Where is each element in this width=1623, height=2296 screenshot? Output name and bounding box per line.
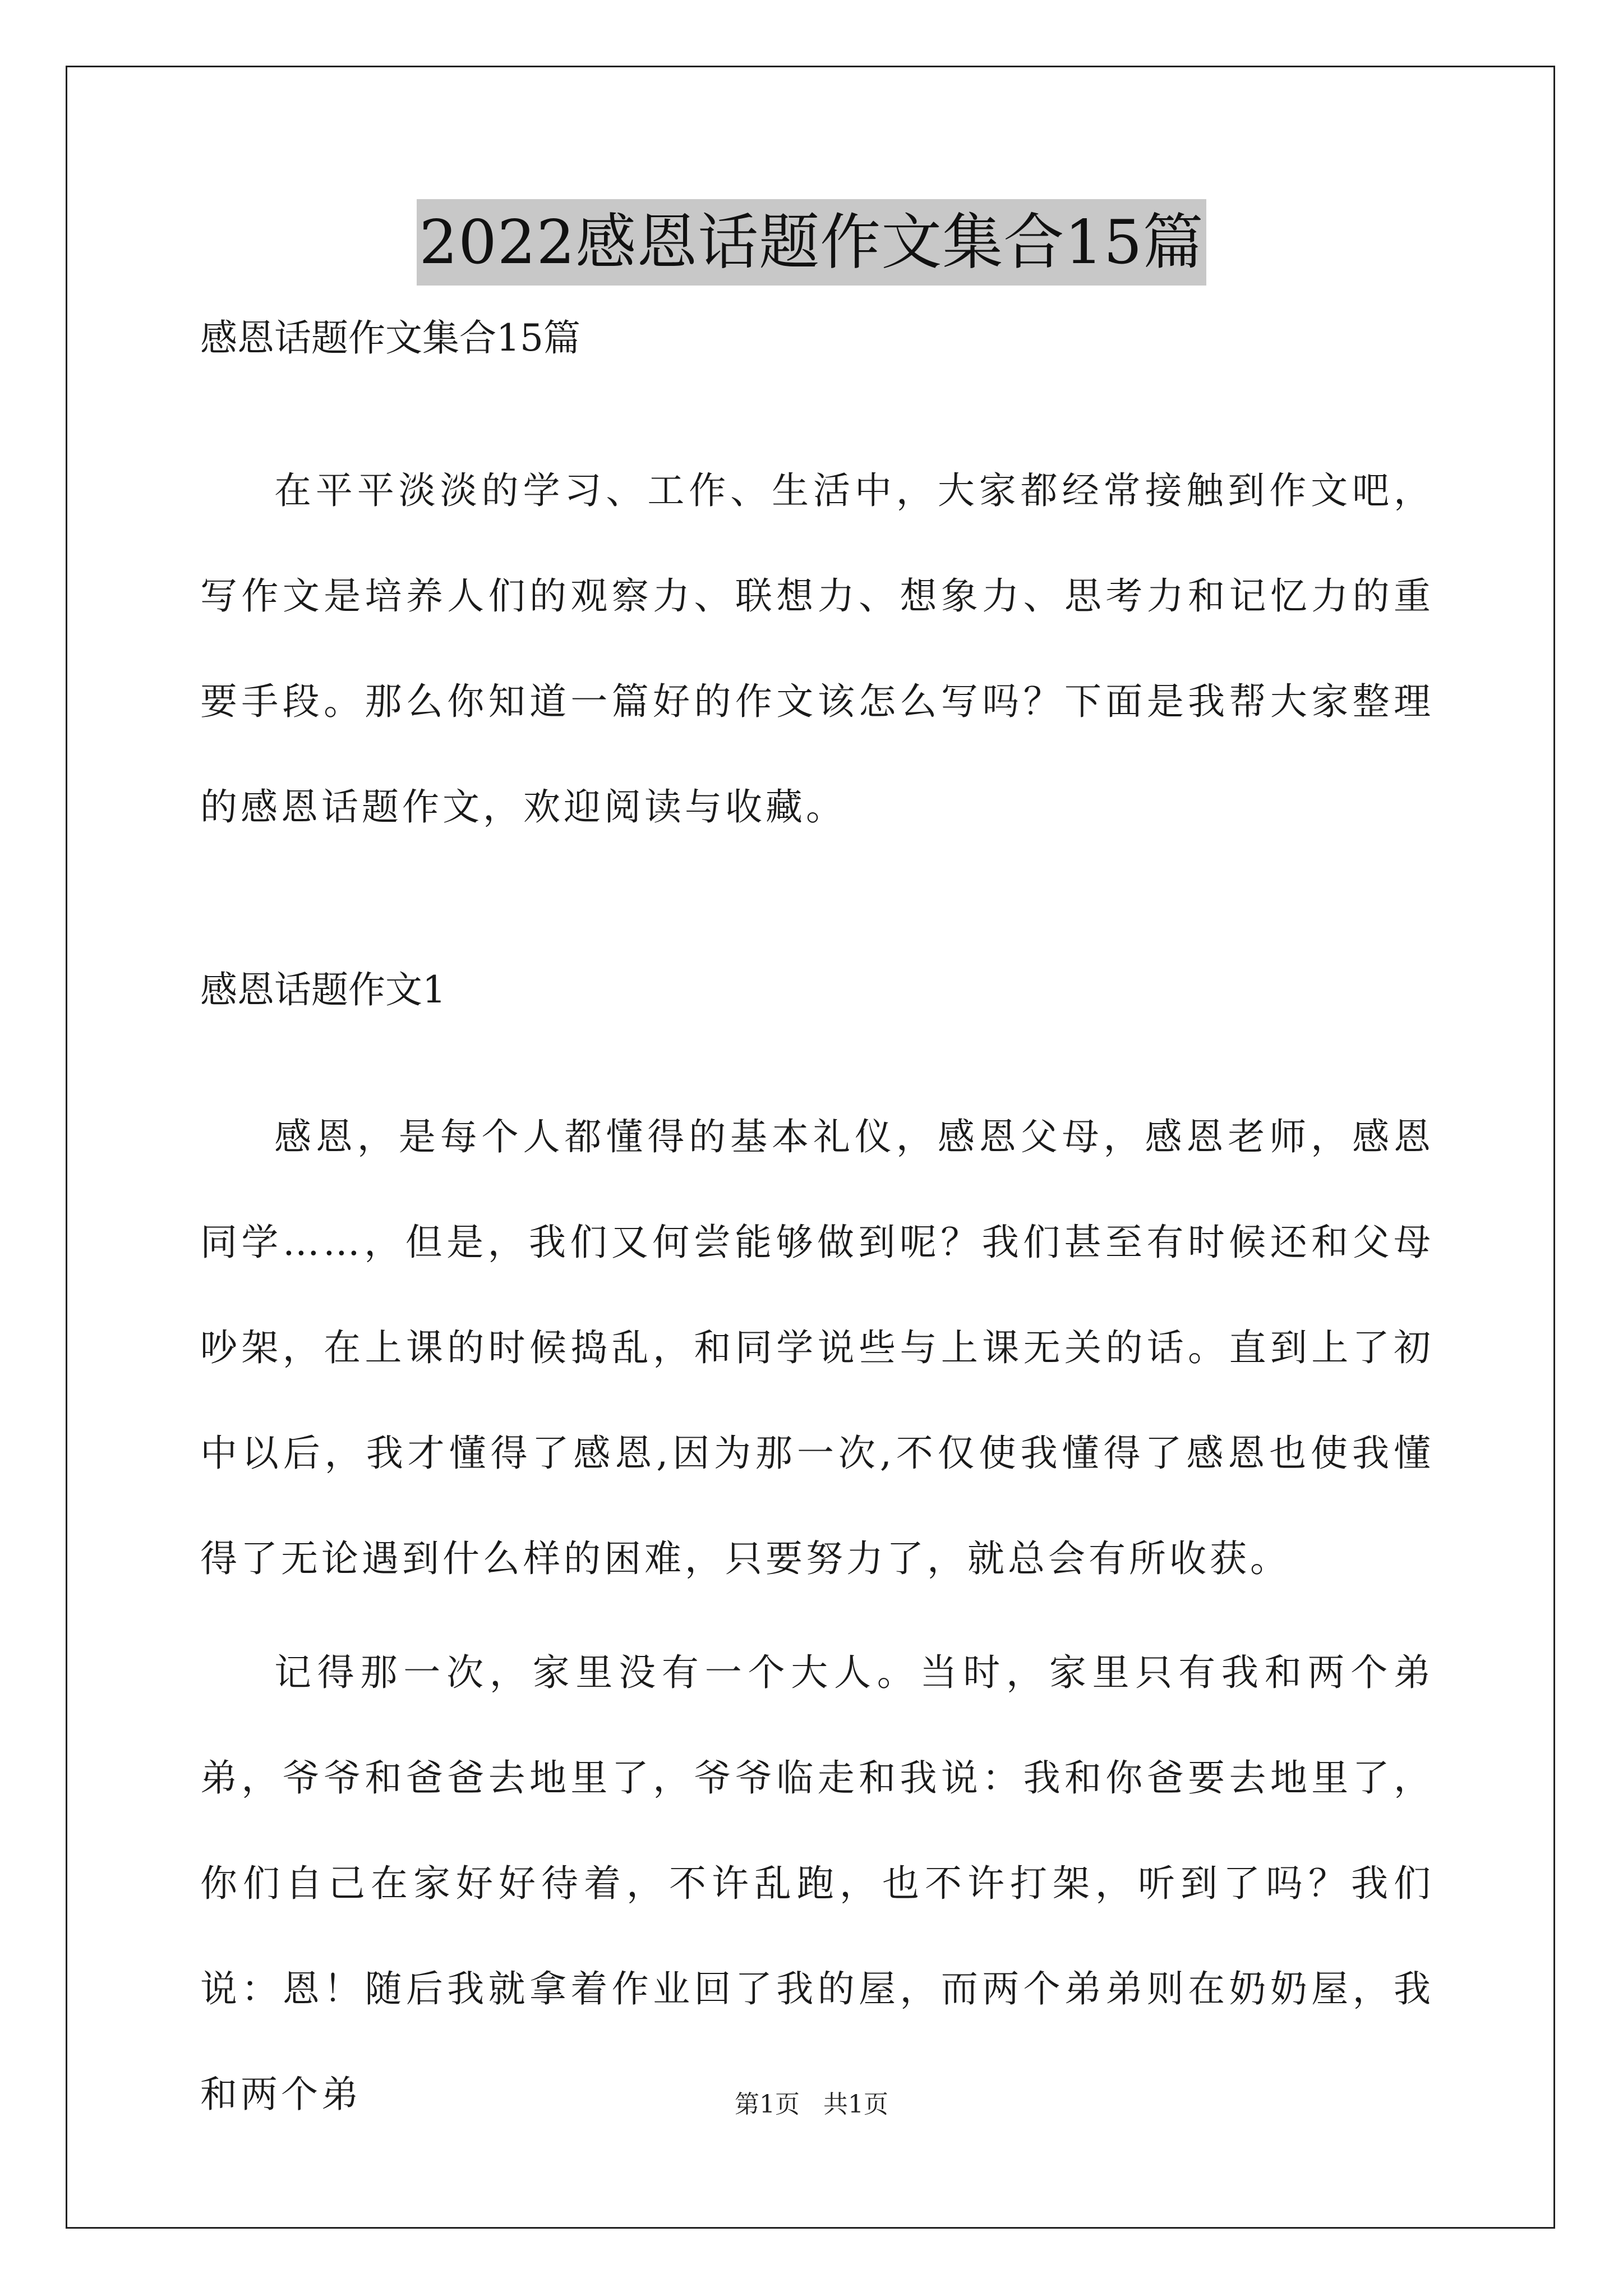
- title-container: [0, 199, 1623, 286]
- document-subtitle: 感恩话题作文集合15篇: [200, 316, 580, 360]
- document-title: 2022感恩话题作文集合15篇: [417, 199, 1206, 286]
- body-paragraph-2: 记得那一次，家里没有一个大人。当时，家里只有我和两个弟弟，爷爷和爸爸去地里了，爷爷临走和我说：我和你爸要去地里了，你们自己在家好好待着，不许乱跑，也不许打架，听到了吗？我们说：恩！随后我就拿着作业回了我的屋，而两个弟弟则在奶奶屋，我和两个弟: [200, 1651, 1434, 2116]
- page-footer: 第1页 共1页: [735, 2090, 888, 2119]
- section-heading: 感恩话题作文1: [200, 968, 446, 1011]
- intro-paragraph: 在平平淡淡的学习、工作、生活中，大家都经常接触到作文吧，写作文是培养人们的观察力、联想力、想象力、思考力和记忆力的重要手段。那么你知道一篇好的作文该怎么写吗？下面是我帮大家整理的感恩话题作文，欢迎阅读与收藏。: [200, 469, 1434, 829]
- body-paragraph-1: 感恩，是每个人都懂得的基本礼仪，感恩父母，感恩老师，感恩同学……，但是，我们又何尝能够做到呢？我们甚至有时候还和父母吵架，在上课的时候捣乱，和同学说些与上课无关的话。直到上了初中以后，我才懂得了感恩,因为那一次,不仅使我懂得了感恩也使我懂得了无论遇到什么样的困难，只要努力了，就总会有所收获。: [200, 1115, 1434, 1580]
